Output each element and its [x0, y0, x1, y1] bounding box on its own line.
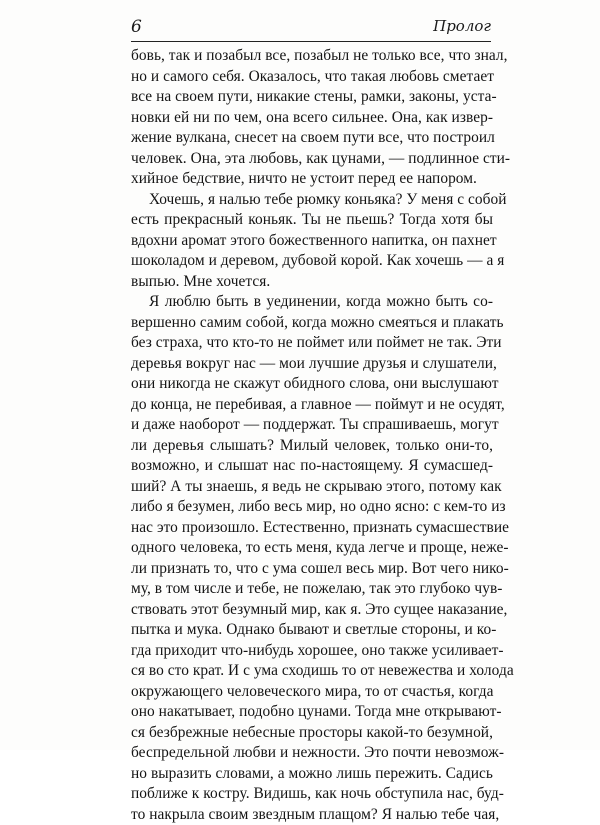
text-line: нас это произошло. Естественно, признать сумасшествие: [131, 518, 493, 539]
text-line: ствовать этот безумный мир, как я. Это сущее наказание,: [131, 600, 493, 621]
text-line: ший? А ты знаешь, я ведь не скрываю этого, потому как: [131, 477, 493, 498]
text-line: без страха, что кто-то не поймет или поймет не так. Эти: [131, 333, 493, 354]
text-line: одного человека, то есть меня, куда легче и проще, нeже-: [131, 538, 493, 559]
text-line: и даже наоборот — поддержат. Ты спрашиваешь, могут: [131, 415, 493, 436]
text-line: ся во сто крат. И с ума сходишь то от невежества и холода: [131, 661, 493, 682]
page-header: [131, 17, 491, 43]
text-line: хийное бедствие, ничто не устоит перед ее напором.: [131, 169, 493, 190]
paragraph: [131, 46, 493, 190]
text-line: то накрыла своим звездным плащом? Я налью тебе чая,: [131, 805, 493, 825]
text-line: гда приходит что-нибудь хорошее, оно также усиливает-: [131, 641, 493, 662]
text-line: вдохни аромат этого божественного напитка, он пахнет: [131, 231, 493, 252]
running-title: Пролог: [433, 17, 491, 35]
text-line: возможно, и слышат нас по-настоящему. Я сумасшед-: [131, 456, 493, 477]
text-line: Хочешь, я налью тебе рюмку коньяка? У меня с собой: [131, 190, 493, 211]
text-line: ли признать то, что с ума сошел весь мир. Вот чего нико-: [131, 559, 493, 580]
text-line: поближе к костру. Видишь, как ночь обступила нас, буд-: [131, 784, 493, 805]
text-line: либо я безумен, либо весь мир, но одно ясно: с кем-то из: [131, 497, 493, 518]
text-line: но выразить словами, а можно лишь пережить. Садись: [131, 764, 493, 785]
text-line: пытка и мука. Однако бывают и светлые стороны, и ко-: [131, 620, 493, 641]
text-line: шоколадом и деревом, дубовой корой. Как хочешь — а я: [131, 251, 493, 272]
text-line: новки ей ни по чем, она всего сильнее. Она, как извер-: [131, 108, 493, 129]
header-rule: [131, 41, 491, 42]
text-line: ли деревья слышать? Милый человек, только они-то,: [131, 436, 493, 457]
text-line: жение вулкана, снесет на своем пути все, что построил: [131, 128, 493, 149]
text-line: оно накатывает, подобно цунами. Тогда мне открывают-: [131, 702, 493, 723]
text-line: вершенно самим собой, когда можно смеяться и плакать: [131, 313, 493, 334]
text-line: человек. Она, эта любовь, как цунами, — подлинное сти-: [131, 149, 493, 170]
text-line: окружающего человеческого мира, то от счастья, когда: [131, 682, 493, 703]
body-text: [131, 46, 493, 825]
page-number: 6: [131, 17, 142, 37]
text-line: есть прекрасный коньяк. Ты не пьешь? Тогда хотя бы: [131, 210, 493, 231]
text-line: но и самого себя. Оказалось, что такая любовь сметает: [131, 67, 493, 88]
text-line: Я люблю быть в уединении, когда можно быть со-: [131, 292, 493, 313]
paragraph: [131, 190, 493, 293]
text-line: выпью. Мне хочется.: [131, 272, 493, 293]
text-line: ся безбрежные небесные просторы какой-то безумной,: [131, 723, 493, 744]
text-line: беспредельной любви и нежности. Это почти невозмож-: [131, 743, 493, 764]
text-line: му, в том числе и тебе, не пожелаю, так это глубоко чув-: [131, 579, 493, 600]
text-line: все на своем пути, никакие стены, рамки, законы, уста-: [131, 87, 493, 108]
text-line: деревья вокруг нас — мои лучшие друзья и слушатели,: [131, 354, 493, 375]
text-line: до конца, не перебивая, а главное — поймут и не осудят,: [131, 395, 493, 416]
paragraph: [131, 292, 493, 825]
text-line: бовь, так и позабыл все, позабыл не только все, что знал,: [131, 46, 493, 67]
text-line: они никогда не скажут обидного слова, они выслушают: [131, 374, 493, 395]
